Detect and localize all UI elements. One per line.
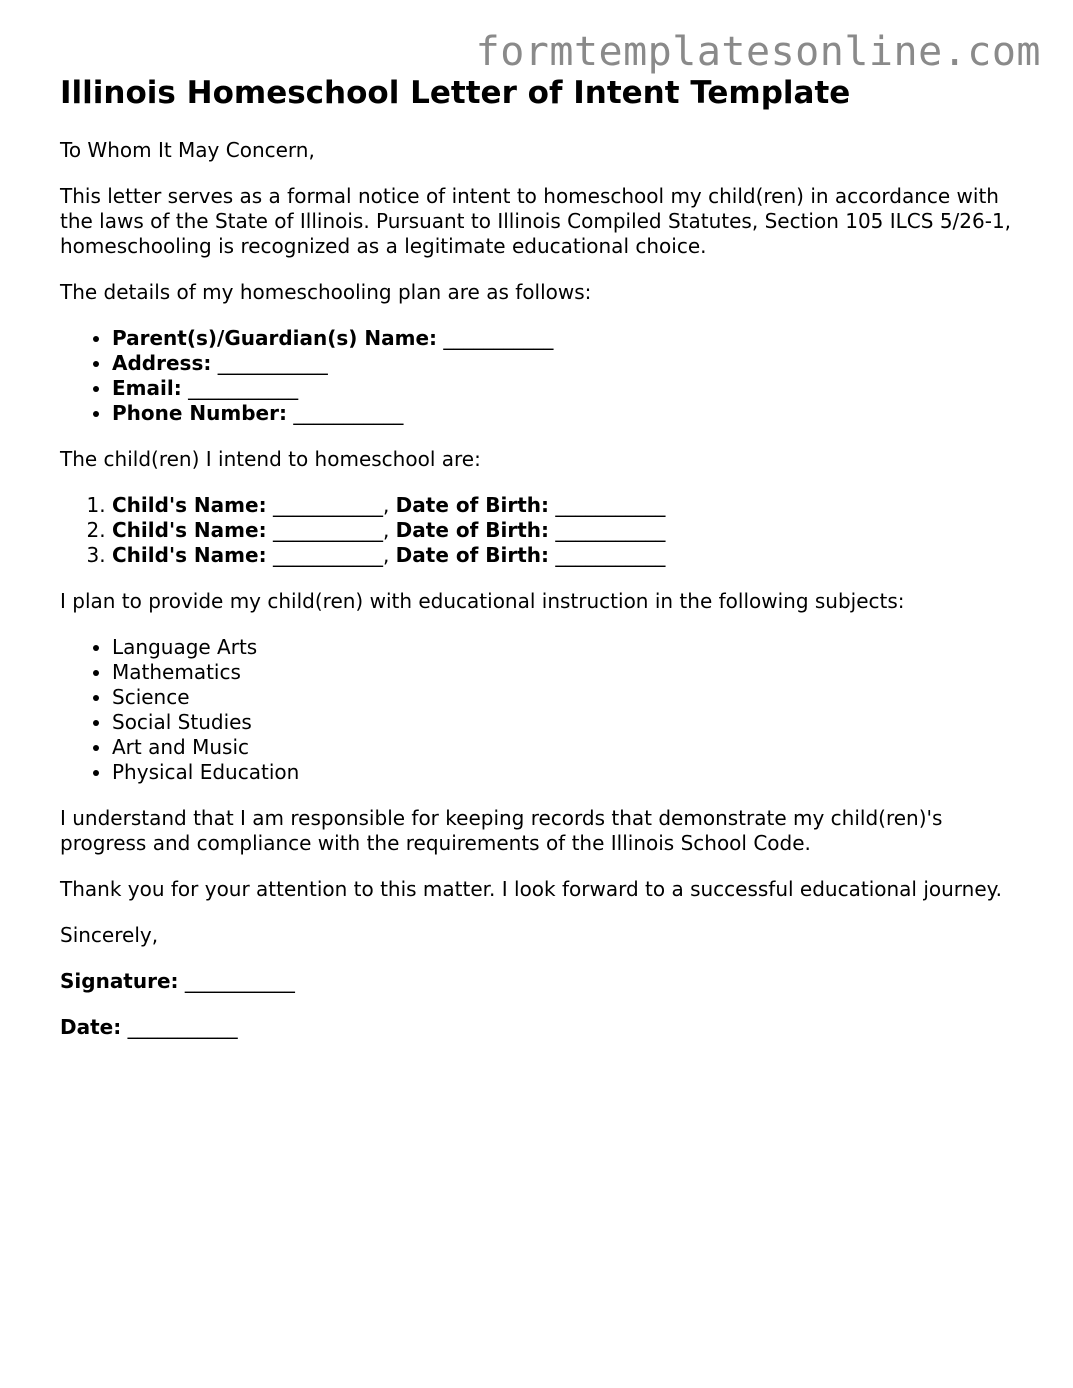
signature-line xyxy=(60,969,1020,994)
detail-label: Email: xyxy=(112,376,182,400)
child-dob-label: Date of Birth: xyxy=(395,518,550,542)
subject-item: • Science xyxy=(112,685,1020,710)
subject-item: • Social Studies xyxy=(112,710,1020,735)
child-dob-label: Date of Birth: xyxy=(395,543,550,567)
subject-item: • Mathematics xyxy=(112,660,1020,685)
thanks-paragraph: Thank you for your attention to this matter. I look forward to a successful educational journey. xyxy=(60,877,1003,901)
date-blank: ___________ xyxy=(127,1015,238,1039)
intro-paragraph: This letter serves as a formal notice of intent to homeschool my child(ren) in accordance with the laws of the State of Illinois. Pursuant to Illinois Compiled Statutes, Section 105 ILCS 5/26-1, homeschooling is recognized as a legitimate educational choice. xyxy=(60,184,1012,258)
detail-blank: ___________ xyxy=(188,376,299,400)
subject-item: • Art and Music xyxy=(112,735,1020,760)
child-name-blank: ___________ xyxy=(272,543,383,567)
date-label: Date: xyxy=(60,1015,122,1039)
child-dob-label: Date of Birth: xyxy=(395,493,550,517)
records-paragraph: I understand that I am responsible for keeping records that demonstrate my child(ren)'s progress and compliance with the requirements of the Illinois School Code. xyxy=(60,806,943,855)
child-name-label: Child's Name: xyxy=(112,493,267,517)
child-dob-blank: ___________ xyxy=(555,493,666,517)
detail-label: Phone Number: xyxy=(112,401,287,425)
detail-blank: ___________ xyxy=(293,401,404,425)
closing: Sincerely, xyxy=(60,923,159,947)
detail-item-phone xyxy=(112,401,1020,426)
detail-label: Address: xyxy=(112,351,212,375)
details-list xyxy=(60,326,1020,426)
watermark: formtemplatesonline.com xyxy=(475,29,1041,75)
child-name-label: Child's Name: xyxy=(112,543,267,567)
subjects-list xyxy=(60,635,1020,785)
child-item xyxy=(112,543,1020,568)
letter-document xyxy=(60,74,1020,1061)
child-name-blank: ___________ xyxy=(272,518,383,542)
subject-item: • Language Arts xyxy=(112,635,1020,660)
details-intro: The details of my homeschooling plan are as follows: xyxy=(60,280,592,304)
children-intro: The child(ren) I intend to homeschool are: xyxy=(60,447,481,471)
signature-label: Signature: xyxy=(60,969,179,993)
child-dob-blank: ___________ xyxy=(555,518,666,542)
child-name-label: Child's Name: xyxy=(112,518,267,542)
separator: , xyxy=(382,493,390,517)
detail-item-guardian-name xyxy=(112,326,1020,351)
detail-blank: ___________ xyxy=(217,351,328,375)
detail-label: Parent(s)/Guardian(s) Name: xyxy=(112,326,438,350)
separator: , xyxy=(382,543,390,567)
child-dob-blank: ___________ xyxy=(555,543,666,567)
detail-item-email xyxy=(112,376,1020,401)
detail-blank: ___________ xyxy=(443,326,554,350)
subject-item: • Physical Education xyxy=(112,760,1020,785)
greeting: To Whom It May Concern, xyxy=(60,138,315,162)
signature-blank: ___________ xyxy=(184,969,295,993)
date-line xyxy=(60,1015,1020,1040)
separator: , xyxy=(382,518,390,542)
detail-item-address xyxy=(112,351,1020,376)
subjects-intro: I plan to provide my child(ren) with educational instruction in the following subjects: xyxy=(60,589,905,613)
child-item xyxy=(112,518,1020,543)
children-list xyxy=(60,493,1020,568)
page-title: Illinois Homeschool Letter of Intent Template xyxy=(60,75,851,111)
child-name-blank: ___________ xyxy=(272,493,383,517)
child-item xyxy=(112,493,1020,518)
